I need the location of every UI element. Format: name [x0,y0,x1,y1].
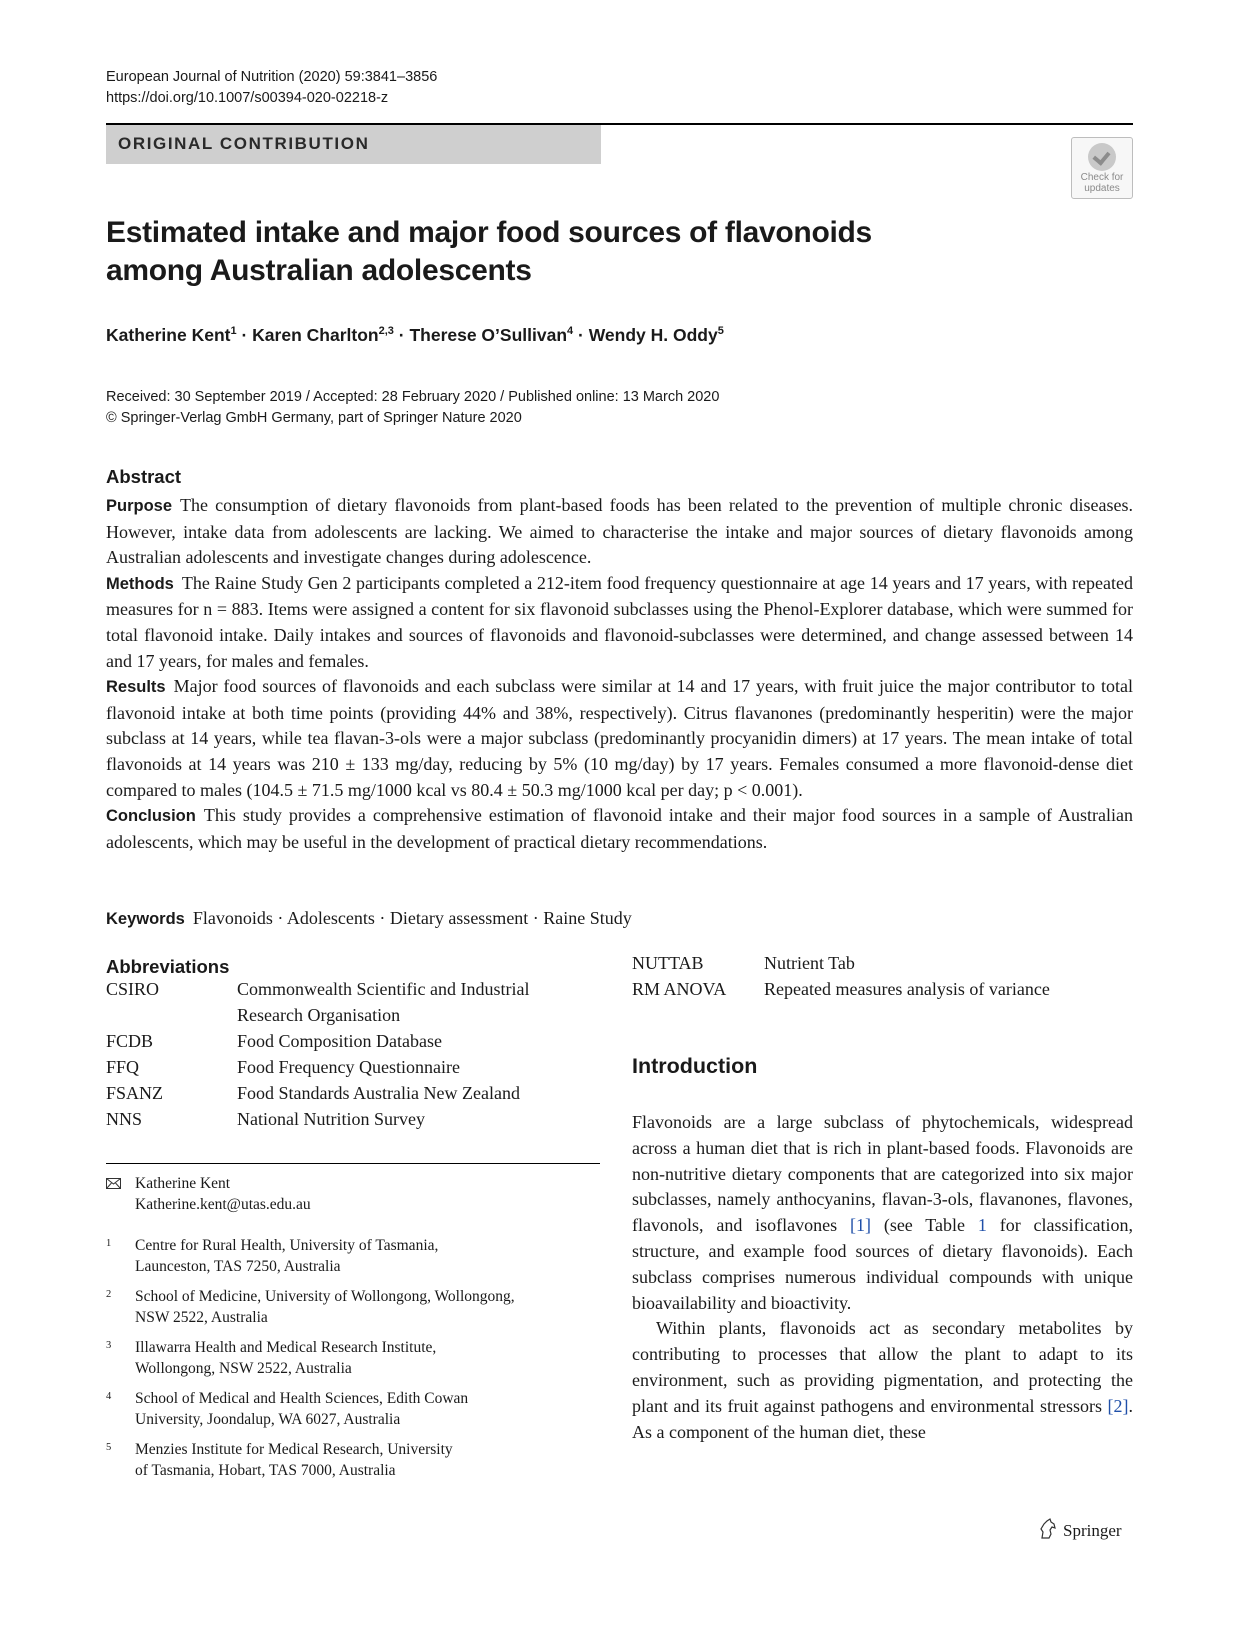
keywords-label: Keywords [106,910,185,928]
affiliation-line: University, Joondalup, WA 6027, Australia [135,1411,401,1428]
abbreviation-definition: Nutrient Tab [764,953,855,973]
springer-horse-icon [1038,1518,1058,1540]
abbreviation-row [106,977,600,1029]
affiliation-line: Centre for Rural Health, University of Tasmania, [135,1237,439,1254]
abbreviations-heading: Abbreviations [106,956,230,977]
keywords-line [106,906,632,932]
check-for-updates-button[interactable] [1071,137,1133,199]
author-affiliation-ref: 4 [567,325,574,338]
affiliation-number: 2 [106,1289,112,1300]
abbreviation-definition: Food Standards Australia New Zealand [237,1083,520,1103]
table-link[interactable]: 1 [977,1215,987,1236]
abbreviation-code: CSIRO [106,979,160,999]
results-text: Major food sources of flavonoids and each subclass were similar at 14 and 17 years, with fruit juice the major contributor to total flavonoid intake at both time points (providing 44% and 38%, respectively). Citrus flavanones (predominantly hesperitin) were the major subclass at 14 years, while tea flavan-3-ols were a major subclass (predominantly procyanidin dimers) at 17 years. The mean intake of total flavonoids at 14 years was 210 ± 133 mg/day, reducing by 5% (10 mg/day) by 17 years. Females consumed a more flavonoid-dense diet compared to males (104.5 ± 71.5 mg/1000 kcal vs 80.4 ± 50.3 mg/1000 kcal per day; p < 0.001). [106,676,1133,800]
abbreviation-row [106,1107,600,1133]
article-title [106,214,1006,290]
abbreviation-definition: Food Composition Database [237,1031,442,1051]
abstract-heading: Abstract [106,466,182,487]
author-name[interactable]: Katherine Kent [106,325,231,345]
author-affiliation-ref: 2,3 [378,325,394,338]
author-separator: · [578,325,584,345]
author-name[interactable]: Wendy H. Oddy [588,325,718,345]
citation-link[interactable]: [1] [849,1215,871,1236]
abbreviation-row [106,1055,600,1081]
affiliation-number: 3 [106,1340,112,1351]
affiliation-item [106,1439,600,1483]
abbreviation-code: FCDB [106,1031,154,1051]
abbreviation-code: RM ANOVA [632,979,727,999]
purpose-text: The consumption of dietary flavonoids from plant-based foods has been related to the prevention of multiple chronic diseases. However, intake data from adolescents are lacking. We aimed to characterise the intake and major sources of dietary flavonoids among Australian adolescents and investigate changes during adolescence. [106,495,1133,568]
author-affiliation-ref: 5 [717,325,724,338]
copyright-line: © Springer-Verlag GmbH Germany, part of Springer Nature 2020 [106,410,522,426]
abbreviation-row [106,1029,600,1055]
author-list [106,325,724,346]
author-name[interactable]: Karen Charlton [252,325,379,345]
affiliation-number: 5 [106,1442,112,1453]
abbreviation-definition: Food Frequency Questionnaire [237,1057,460,1077]
abbreviation-definition: Commonwealth Scientific and Industrial Research Organisation [237,979,530,1025]
affiliation-line: of Tasmania, Hobart, TAS 7000, Australia [135,1462,396,1479]
title-line-2: among Australian adolescents [106,254,532,287]
affiliation-item [106,1337,600,1381]
affiliation-item [106,1286,600,1330]
check-for-updates-label: Check for updates [1080,172,1124,194]
keywords-text: Flavonoids · Adolescents · Dietary assessment · Raine Study [192,908,632,928]
article-type-label: ORIGINAL CONTRIBUTION [118,134,370,153]
corresponding-email[interactable]: Katherine.kent@utas.edu.au [135,1196,311,1213]
citation-link[interactable]: [2] [1107,1395,1129,1416]
abstract-conclusion [106,803,1133,855]
abstract-section [106,466,1133,855]
publication-dates [106,387,719,429]
conclusion-label: Conclusion [106,807,196,826]
abbreviation-code: FFQ [106,1057,140,1077]
check-icon [1088,143,1116,171]
footnote-rule [106,1163,600,1164]
abstract-results [106,674,1133,803]
correspondence-block [106,1173,600,1217]
affiliation-number: 1 [106,1238,112,1249]
abbreviation-row [632,977,1133,1003]
affiliation-number: 4 [106,1391,112,1402]
affiliation-line: School of Medical and Health Sciences, Edith Cowan [135,1390,469,1407]
conclusion-text: This study provides a comprehensive estimation of flavonoid intake and their major food sources in a sample of Australian adolescents, which may be useful in the development of practical dietary recommendations. [106,805,1133,852]
history-dates: Received: 30 September 2019 / Accepted: 28 February 2020 / Published online: 13 March 2020 [106,389,720,405]
affiliation-line: Menzies Institute for Medical Research, University [135,1441,453,1458]
introduction-paragraph: Within plants, flavonoids act as secondary metabolites by contributing to processes that allow the plant to adapt to its environment, such as providing pigmentation, and protecting the plant and its fruit against pathogens and environmental stressors [2]. As a component of the human diet, these [632,1318,1133,1442]
doi-link[interactable]: https://doi.org/10.1007/s00394-020-02218-z [106,90,389,106]
abbreviation-row [106,1081,600,1107]
affiliation-line: NSW 2522, Australia [135,1309,268,1326]
affiliation-line: Launceston, TAS 7250, Australia [135,1258,341,1275]
affiliation-line: School of Medicine, University of Wollongong, Wollongong, [135,1288,515,1305]
introduction-paragraph: Flavonoids are a large subclass of phytochemicals, widespread across a human diet that is rich in plant-based foods. Flavonoids are non-nutritive dietary components that are categorized into six major subclasses, namely anthocyanins, flavan-3-ols, flavanones, flavones, flavonols, and isoflavones [1] (see Table 1 for classification, structure, and example food sources of dietary flavonoids). Each subclass comprises numerous individual compounds with unique bioavailability and bioactivity. [632,1112,1134,1313]
abbreviation-code: NUTTAB [632,953,704,973]
journal-citation: European Journal of Nutrition (2020) 59:3841–3856 [106,69,438,85]
abbreviation-definition: National Nutrition Survey [237,1109,425,1129]
purpose-label: Purpose [106,497,173,515]
methods-text: The Raine Study Gen 2 participants completed a 212-item food frequency questionnaire at age 14 years and 17 years, with repeated measures for n = 883. Items were assigned a content for six flavonoid subclasses using the Phenol-Explorer database, which were summed for total flavonoid intake. Daily intakes and sources of flavonoids and flavonoid-subclasses were determined, and change assessed between 14 and 17 years, for males and females. [106,572,1133,671]
publisher-logo [1038,1518,1122,1541]
author-separator: · [241,325,248,345]
corresponding-author: Katherine Kent [135,1175,231,1192]
abbreviation-code: FSANZ [106,1083,164,1103]
abbreviation-code: NNS [106,1109,143,1129]
introduction-heading: Introduction [632,1054,758,1078]
publisher-name: Springer [1063,1521,1122,1540]
title-line-1: Estimated intake and major food sources of flavonoids [106,216,872,249]
abbreviation-definition: Repeated measures analysis of variance [764,979,1050,999]
abbreviation-row [632,951,1133,977]
introduction-body [632,1110,1133,1445]
author-affiliation-ref: 1 [230,325,237,338]
abstract-purpose [106,493,1133,571]
abstract-methods [106,571,1133,674]
affiliation-item [106,1388,600,1432]
affiliation-line: Wollongong, NSW 2522, Australia [135,1360,352,1377]
methods-label: Methods [106,574,174,593]
affiliation-item [106,1235,600,1279]
author-separator: · [398,325,405,345]
affiliation-line: Illawarra Health and Medical Research Institute, [135,1339,437,1356]
author-name[interactable]: Therese O’Sullivan [409,325,568,345]
results-label: Results [106,678,166,697]
